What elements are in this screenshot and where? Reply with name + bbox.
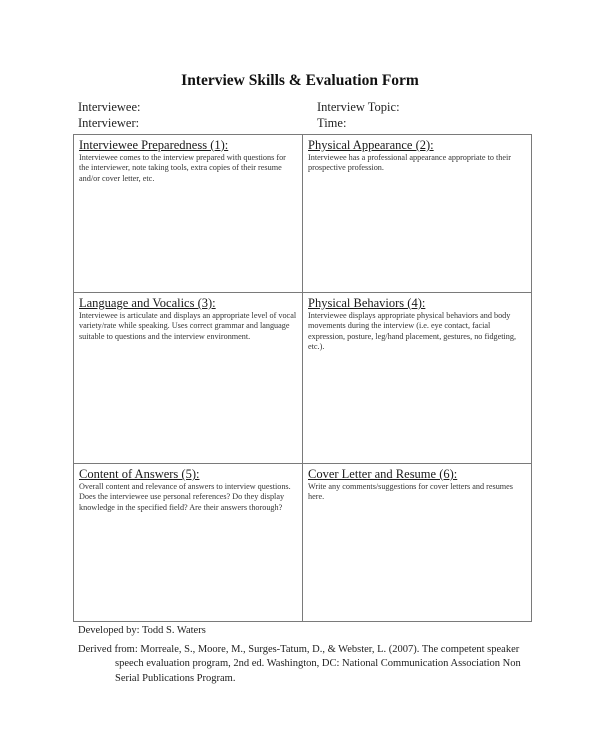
section-description: Write any comments/suggestions for cover letters and resumes here.: [308, 482, 513, 502]
section-content-of-answers: [74, 464, 303, 621]
interview-topic-field: Interview Topic:: [317, 100, 400, 114]
developed-by-credit: Developed by: Todd S. Waters: [78, 625, 206, 636]
section-title: Language and Vocalics (3):: [79, 296, 216, 310]
section-cover-letter-and-resume: [303, 464, 532, 621]
evaluation-grid: [73, 134, 532, 622]
section-title: Physical Appearance (2):: [308, 138, 434, 152]
section-description: Interviewee has a professional appearance appropriate to their prospective profession.: [308, 153, 511, 173]
interviewer-field: Interviewer:: [78, 116, 140, 130]
section-description: Interviewee displays appropriate physical behaviors and body movements during the interview (i.e. eye contact, facial expression, posture, leg/hand placement, gestures, no fidgeting, etc.).: [308, 311, 517, 352]
section-physical-behaviors: [303, 293, 532, 464]
section-interviewee-preparedness: [74, 135, 303, 293]
section-physical-appearance: [303, 135, 532, 293]
section-title: Interviewee Preparedness (1):: [79, 138, 229, 152]
section-language-and-vocalics: [74, 293, 303, 464]
form-title: Interview Skills & Evaluation Form: [181, 72, 419, 89]
interviewee-field: Interviewee:: [78, 100, 141, 114]
form-footer: [78, 624, 538, 686]
derived-from-citation: Derived from: Morreale, S., Moore, M., Surges-Tatum, D., & Webster, L. (2007). The competent speaker speech evaluation program, 2nd ed. Washington, DC: National Communication Association Non Serial Publications Program.: [78, 643, 521, 684]
time-field: Time:: [317, 116, 347, 130]
section-title: Cover Letter and Resume (6):: [308, 467, 458, 481]
section-description: Overall content and relevance of answers to interview questions. Does the interviewee use personal references? Do they display knowledge in the specified field? Are their answers thorough?: [79, 482, 291, 512]
section-title: Content of Answers (5):: [79, 467, 200, 481]
section-title: Physical Behaviors (4):: [308, 296, 426, 310]
section-description: Interviewee is articulate and displays an appropriate level of vocal variety/rate while speaking. Uses correct grammar and language suitable to questions and the interview environment.: [79, 311, 297, 341]
section-description: Interviewee comes to the interview prepared with questions for the interviewer, note taking tools, extra copies of their resume and/or cover letter, etc.: [79, 153, 286, 183]
